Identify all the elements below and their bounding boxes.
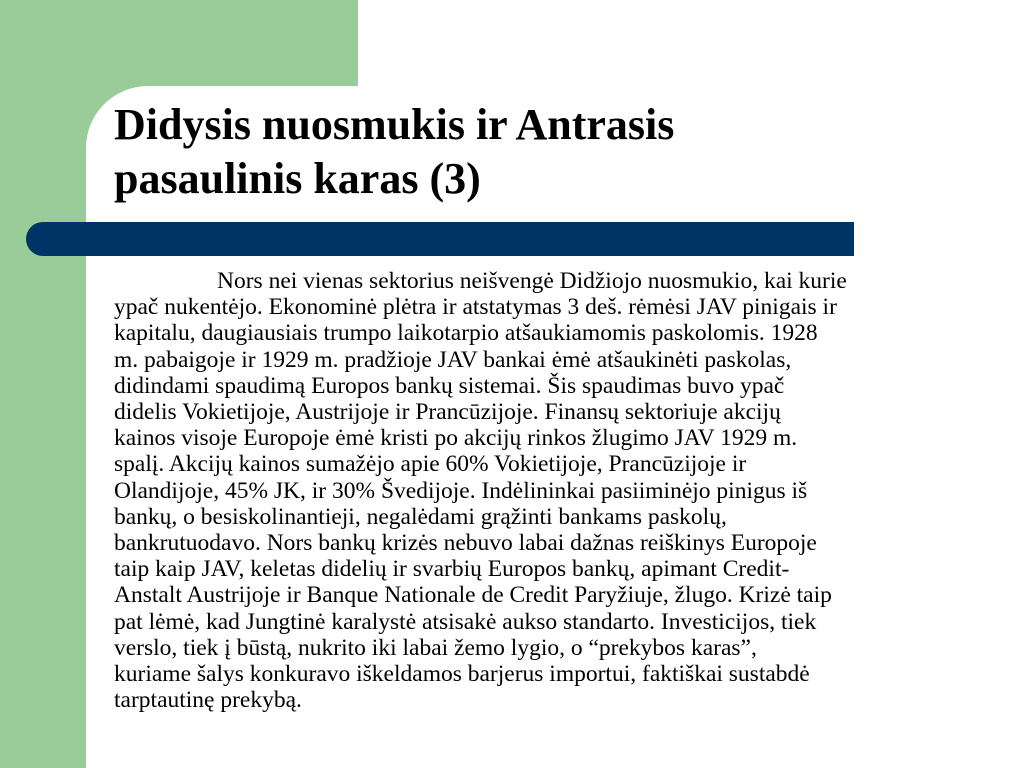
body-line: kapitalu, daugiausiais trumpo laikotarpio atšaukiamomis paskolomis. 1928 <box>114 320 818 347</box>
slide-title-line-1: Didysis nuosmukis ir Antrasis <box>114 100 675 149</box>
body-line: kainos visoje Europoje ėmė kristi po akcijų rinkos žlugimo JAV 1929 m. <box>114 425 798 452</box>
body-line: kuriame šalys konkuravo iškeldamos barjerus importui, faktiškai sustabdė <box>114 661 810 688</box>
body-line: tarptautinę prekybą. <box>114 687 302 714</box>
body-line: Anstalt Austrijoje ir Banque Nationale de Credit Paryžiuje, žlugo. Krizė taip <box>114 582 832 609</box>
body-line: ypač nukentėjo. Ekonominė plėtra ir atstatymas 3 deš. rėmėsi JAV pinigais ir <box>114 294 837 321</box>
body-line: m. pabaigoje ir 1929 m. pradžioje JAV bankai ėmė atšaukinėti paskolas, <box>114 346 792 373</box>
slide-title <box>114 98 874 206</box>
body-line: didelis Vokietijoje, Austrijoje ir Prancūzijoje. Finansų sektoriuje akcijų <box>114 399 781 426</box>
body-line: bankų, o besiskolinantieji, negalėdami grąžinti bankams paskolų, <box>114 503 727 530</box>
body-line: verslo, tiek į būstą, nukrito iki labai žemo lygio, o “prekybos karas”, <box>114 634 757 661</box>
slide-body-text <box>114 268 1004 713</box>
body-line: didindami spaudimą Europos bankų sistemai. Šis spaudimas buvo ypač <box>114 372 785 399</box>
body-line: Olandijoje, 45% JK, ir 30% Švedijoje. Indėlininkai pasiiminėjo pinigus iš <box>114 477 808 504</box>
body-line: bankrutuodavo. Nors bankų krizės nebuvo labai dažnas reiškinys Europoje <box>114 530 817 557</box>
body-line: pat lėmė, kad Jungtinė karalystė atsisakė aukso standarto. Investicijos, tiek <box>114 608 817 635</box>
body-line: Nors nei vienas sektorius neišvengė Didžiojo nuosmukio, kai kurie <box>217 268 847 294</box>
slide-title-line-2: pasaulinis karas (3) <box>114 154 481 203</box>
body-line: taip kaip JAV, keletas didelių ir svarbių Europos bankų, apimant Credit- <box>114 556 790 583</box>
body-line: spalį. Akcijų kainos sumažėjo apie 60% Vokietijoje, Prancūzijoje ir <box>114 451 747 478</box>
title-underline-bar <box>26 222 854 256</box>
